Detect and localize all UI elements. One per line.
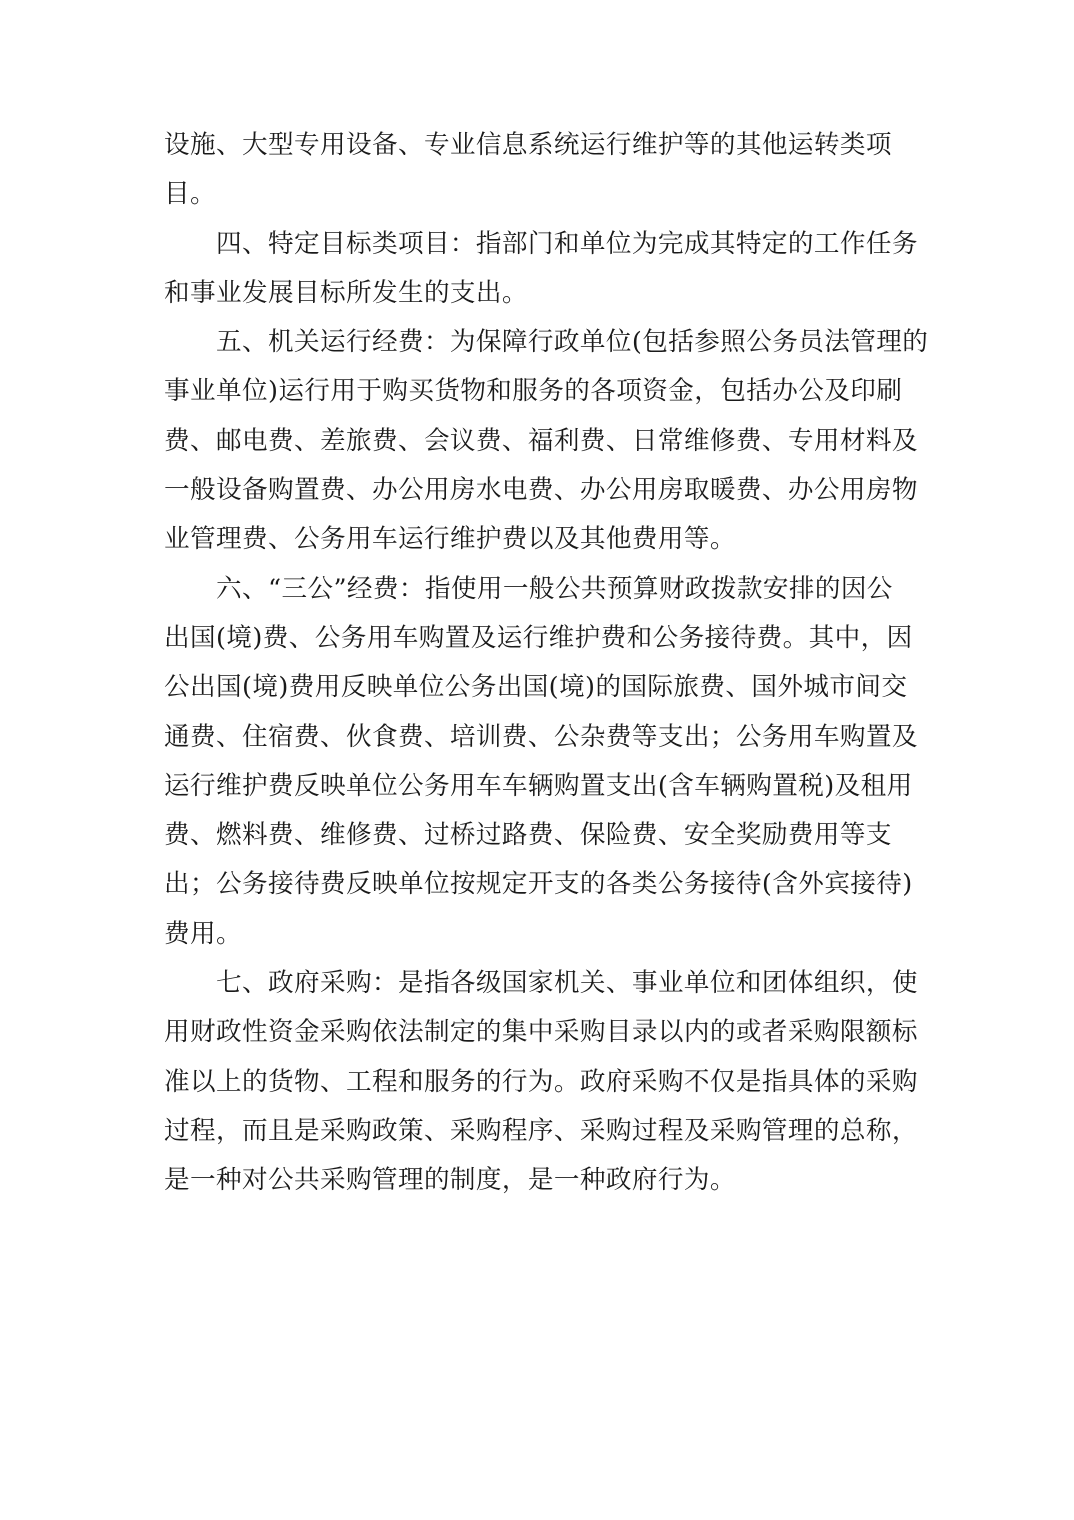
text-line: 七、政府采购：是指各级国家机关、事业单位和团体组织，使 [164,968,918,999]
text-line: 公出国(境)费用反映单位公务出国(境)的国际旅费、国外城市间交 [164,672,908,703]
text-line: 运行维护费反映单位公务用车车辆购置支出(含车辆购置税)及租用 [164,770,913,801]
text-line: 出国(境)费、公务用车购置及运行维护费和公务接待费。其中，因 [164,622,913,653]
text-line: 目。 [164,179,216,210]
text-line: 业管理费、公务用车运行维护费以及其他费用等。 [164,524,736,555]
text-line: 费、燃料费、维修费、过桥过路费、保险费、安全奖励费用等支 [164,820,892,851]
text-line: 费、邮电费、差旅费、会议费、福利费、日常维修费、专用材料及 [164,425,918,456]
text-line: 一般设备购置费、办公用房水电费、办公用房取暖费、办公用房物 [164,475,918,506]
text-line: 五、机关运行经费：为保障行政单位(包括参照公务员法管理的 [164,327,929,358]
text-line: 事业单位)运行用于购买货物和服务的各项资金，包括办公及印刷 [164,376,903,407]
text-line: 是一种对公共采购管理的制度，是一种政府行为。 [164,1165,736,1196]
text-line: 出；公务接待费反映单位按规定开支的各类公务接待(含外宾接待) [164,869,913,900]
text-line: 通费、住宿费、伙食费、培训费、公杂费等支出；公务用车购置及 [164,721,918,752]
text-line: 过程，而且是采购政策、采购程序、采购过程及采购管理的总称， [164,1115,918,1146]
text-line: 费用。 [164,918,242,949]
text-line: 用财政性资金采购依法制定的集中采购目录以内的或者采购限额标 [164,1017,918,1048]
text-line: 设施、大型专用设备、专业信息系统运行维护等的其他运转类项 [164,130,892,160]
text-line: 和事业发展目标所发生的支出。 [164,277,528,308]
text-line: 四、特定目标类项目：指部门和单位为完成其特定的工作任务 [164,228,918,259]
document-body [164,121,929,1206]
text-line: 六、“三公”经费：指使用一般公共预算财政拨款安排的因公 [164,573,893,604]
text-line: 准以上的货物、工程和服务的行为。政府采购不仅是指具体的采购 [164,1066,918,1097]
